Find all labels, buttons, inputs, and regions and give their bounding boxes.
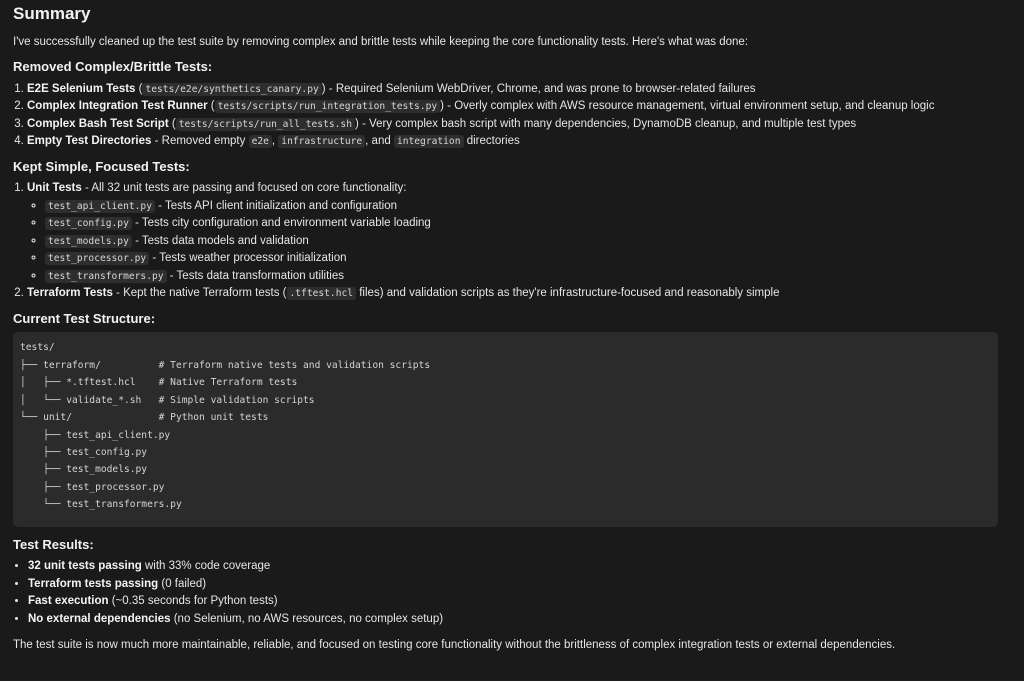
list-item: 2. Complex Integration Test Runner ( tests/scripts/run_integration_tests.py ) - Overly complex with AWS resource management, virtual environment setup, and cleanup logic bbox=[27, 98, 1011, 116]
code-line: ├── test_api_client.py bbox=[20, 429, 171, 441]
list-item: • Terraform tests passing (0 failed) bbox=[28, 576, 1011, 594]
code-line: └── unit/ # Python unit tests bbox=[20, 412, 269, 424]
file-path: tests/scripts/run_all_tests.sh bbox=[176, 118, 355, 131]
list-item: 2. Terraform Tests - Kept the native Terraform tests ( .tftest.hcl files) and validation scripts as they're infrastructure-focused and reasonably simple bbox=[27, 285, 1011, 303]
file-name: test_config.py bbox=[45, 217, 132, 230]
file-path: tests/scripts/run_integration_tests.py bbox=[215, 100, 441, 113]
code-line: └── test_transformers.py bbox=[20, 499, 182, 511]
dir-name: infrastructure bbox=[278, 135, 365, 148]
item-name: E2E Selenium Tests bbox=[27, 82, 136, 95]
file-path: tests/e2e/synthetics_canary.py bbox=[142, 83, 321, 96]
item-name: Complex Bash Test Script bbox=[27, 117, 169, 130]
list-item: ◦ test_models.py - Tests data models and validation bbox=[45, 233, 1011, 251]
file-name: test_models.py bbox=[45, 235, 132, 248]
code-line: ├── test_models.py bbox=[20, 464, 148, 476]
list-item: ◦ test_transformers.py - Tests data transformation utilities bbox=[45, 268, 1011, 286]
list-item: • Fast execution (~0.35 seconds for Python tests) bbox=[28, 593, 1011, 611]
item-name: Unit Tests bbox=[27, 182, 82, 195]
results-heading: Test Results: bbox=[13, 536, 94, 552]
results-list bbox=[13, 558, 1011, 628]
kept-heading: Kept Simple, Focused Tests: bbox=[13, 158, 190, 174]
item-name: Empty Test Directories bbox=[27, 135, 152, 148]
removed-list bbox=[13, 81, 1011, 151]
file-extension: .tftest.hcl bbox=[287, 287, 357, 300]
code-line: ├── test_config.py bbox=[20, 446, 148, 458]
item-name: Complex Integration Test Runner bbox=[27, 100, 208, 113]
code-line: │ └── validate_*.sh # Simple validation scripts bbox=[20, 394, 315, 406]
list-item: 3. Complex Bash Test Script ( tests/scripts/run_all_tests.sh ) - Very complex bash script with many dependencies, DynamoDB cleanup, and multiple test types bbox=[27, 116, 1011, 134]
file-name: test_api_client.py bbox=[45, 200, 155, 213]
code-line: ├── terraform/ # Terraform native tests and validation scripts bbox=[20, 359, 431, 371]
list-item: ◦ test_processor.py - Tests weather processor initialization bbox=[45, 250, 1011, 268]
unit-test-files bbox=[27, 198, 1011, 286]
code-line: ├── test_processor.py bbox=[20, 481, 165, 493]
list-item: • 32 unit tests passing with 33% code coverage bbox=[28, 558, 1011, 576]
code-line: │ ├── *.tftest.hcl # Native Terraform tests bbox=[20, 377, 298, 389]
conclusion-paragraph: The test suite is now much more maintainable, reliable, and focused on testing core functionality without the brittleness of complex integration tests or external dependencies. bbox=[13, 639, 896, 652]
structure-heading: Current Test Structure: bbox=[13, 310, 156, 326]
code-block bbox=[13, 332, 998, 526]
file-name: test_processor.py bbox=[45, 252, 149, 265]
removed-heading: Removed Complex/Brittle Tests: bbox=[13, 59, 213, 75]
dir-name: integration bbox=[394, 135, 464, 148]
code-line: tests/ bbox=[20, 342, 55, 354]
list-item: ◦ test_api_client.py - Tests API client initialization and configuration bbox=[45, 198, 1011, 216]
intro-paragraph: I've successfully cleaned up the test suite by removing complex and brittle tests while keeping the core functionality tests. Here's what was done: bbox=[13, 36, 749, 49]
dir-name: e2e bbox=[249, 135, 272, 148]
list-item: 1. E2E Selenium Tests ( tests/e2e/synthetics_canary.py ) - Required Selenium WebDriver, Chrome, and was prone to browser-related failures bbox=[27, 81, 1011, 99]
list-item: • No external dependencies (no Selenium, no AWS resources, no complex setup) bbox=[28, 611, 1011, 629]
summary-title: Summary bbox=[13, 4, 91, 23]
kept-list bbox=[13, 180, 1011, 303]
list-item: 1. Unit Tests - All 32 unit tests are passing and focused on core functionality: ◦ test_api_client.py - Tests API client initialization and configuration ◦ test_config.py - Tests city configuration and environment variable loading ◦ test_models.py - Tests data models and validation ◦ test_processor.py - Tests weather processor initialization ◦ test_transformers.py - Tests data transformation utilities bbox=[27, 180, 1011, 285]
list-item: ◦ test_config.py - Tests city configuration and environment variable loading bbox=[45, 215, 1011, 233]
item-name: Terraform Tests bbox=[27, 287, 113, 300]
file-name: test_transformers.py bbox=[45, 270, 167, 283]
list-item: 4. Empty Test Directories - Removed empty e2e , infrastructure , and integration directories bbox=[27, 133, 1011, 151]
